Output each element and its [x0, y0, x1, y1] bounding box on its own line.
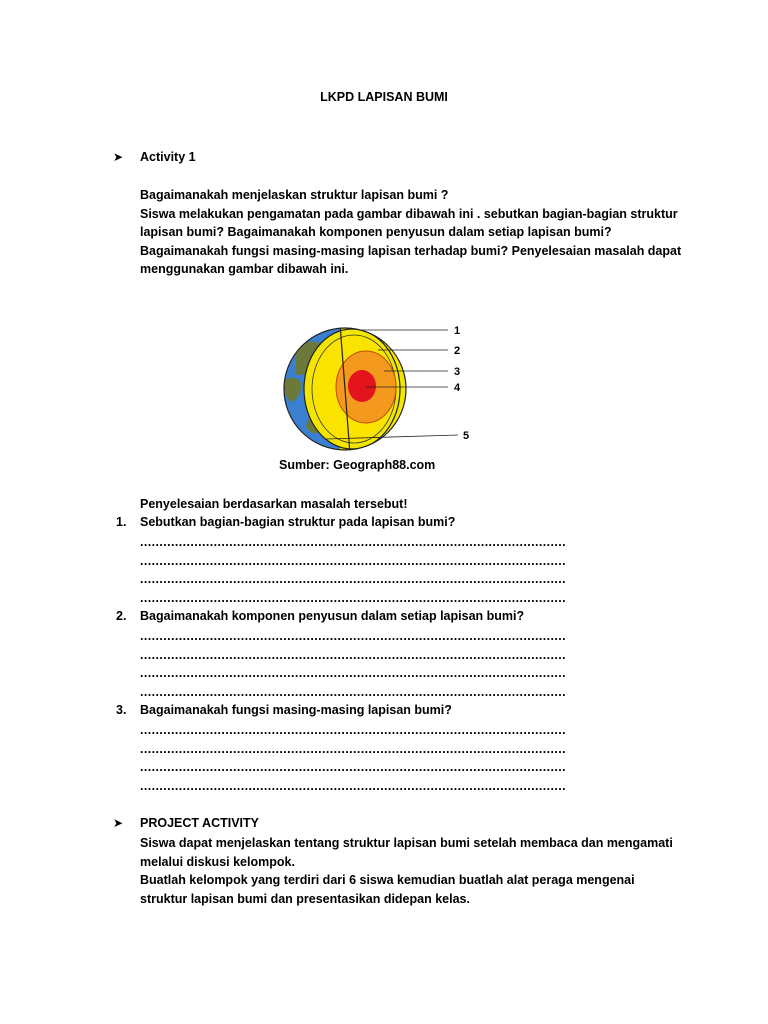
answer-line: .............................................................................................................. — [140, 629, 567, 643]
answer-lines — [140, 721, 572, 795]
layer-label: 4 — [454, 382, 461, 394]
page-title: LKPD LAPISAN BUMI — [320, 90, 448, 104]
answer-lines — [140, 627, 572, 701]
answer-line: .............................................................................................................. — [140, 741, 567, 756]
layer-label: 5 — [463, 430, 470, 442]
answer-lines — [140, 533, 572, 607]
answer-line: .............................................................................................................. — [140, 647, 567, 662]
question-number: 3. — [116, 703, 127, 717]
inner-core-layer — [348, 370, 376, 402]
layer-label: 2 — [454, 345, 461, 357]
answer-line: .............................................................................................................. — [140, 778, 567, 793]
answer-line: .............................................................................................................. — [140, 684, 567, 699]
paragraph-line: Bagaimanakah fungsi masing-masing lapisan terhadap bumi? Penyelesaian masalah dapat — [140, 243, 682, 258]
answer-line: .............................................................................................................. — [140, 590, 567, 605]
paragraph-line: Bagaimanakah menjelaskan struktur lapisan bumi ? — [140, 188, 449, 202]
question-text: Bagaimanakah fungsi masing-masing lapisan bumi? — [140, 703, 452, 717]
activity1-heading: Activity 1 — [140, 150, 196, 164]
bullet-arrow-icon: ➤ — [113, 150, 124, 164]
question-number: 2. — [116, 609, 127, 623]
project-heading: PROJECT ACTIVITY — [140, 816, 259, 830]
bullet-arrow-icon: ➤ — [113, 816, 124, 830]
questions-intro: Penyelesaian berdasarkan masalah tersebut! — [140, 497, 408, 511]
figure-caption: Sumber: Geograph88.com — [279, 458, 436, 472]
question-number: 1. — [116, 515, 127, 529]
question-text: Bagaimanakah komponen penyusun dalam setiap lapisan bumi? — [140, 609, 525, 623]
answer-line: .............................................................................................................. — [140, 760, 567, 774]
paragraph-line: melalui diskusi kelompok. — [140, 854, 295, 869]
paragraph-line: Buatlah kelompok yang terdiri dari 6 siswa kemudian buatlah alat peraga mengenai — [140, 873, 635, 887]
paragraph-line: menggunakan gambar dibawah ini. — [140, 262, 349, 276]
answer-line: .............................................................................................................. — [140, 572, 567, 586]
answer-line: .............................................................................................................. — [140, 553, 567, 568]
layer-label: 3 — [454, 366, 461, 378]
paragraph-line: struktur lapisan bumi dan presentasikan didepan kelas. — [140, 891, 470, 906]
question-text: Sebutkan bagian-bagian struktur pada lapisan bumi? — [140, 515, 456, 529]
project-paragraph — [140, 834, 673, 908]
answer-line: .............................................................................................................. — [140, 666, 567, 680]
answer-line: .............................................................................................................. — [140, 723, 567, 737]
paragraph-line: lapisan bumi? Bagaimanakah komponen penyusun dalam setiap lapisan bumi? — [140, 225, 612, 239]
paragraph-line: Siswa melakukan pengamatan pada gambar dibawah ini . sebutkan bagian-bagian struktur — [140, 206, 678, 221]
activity1-paragraph — [140, 186, 681, 279]
layer-label: 1 — [454, 325, 461, 337]
earth-layers-diagram — [282, 318, 482, 458]
paragraph-line: Siswa dapat menjelaskan tentang struktur lapisan bumi setelah membaca dan mengamati — [140, 836, 673, 850]
answer-line: .............................................................................................................. — [140, 535, 567, 549]
